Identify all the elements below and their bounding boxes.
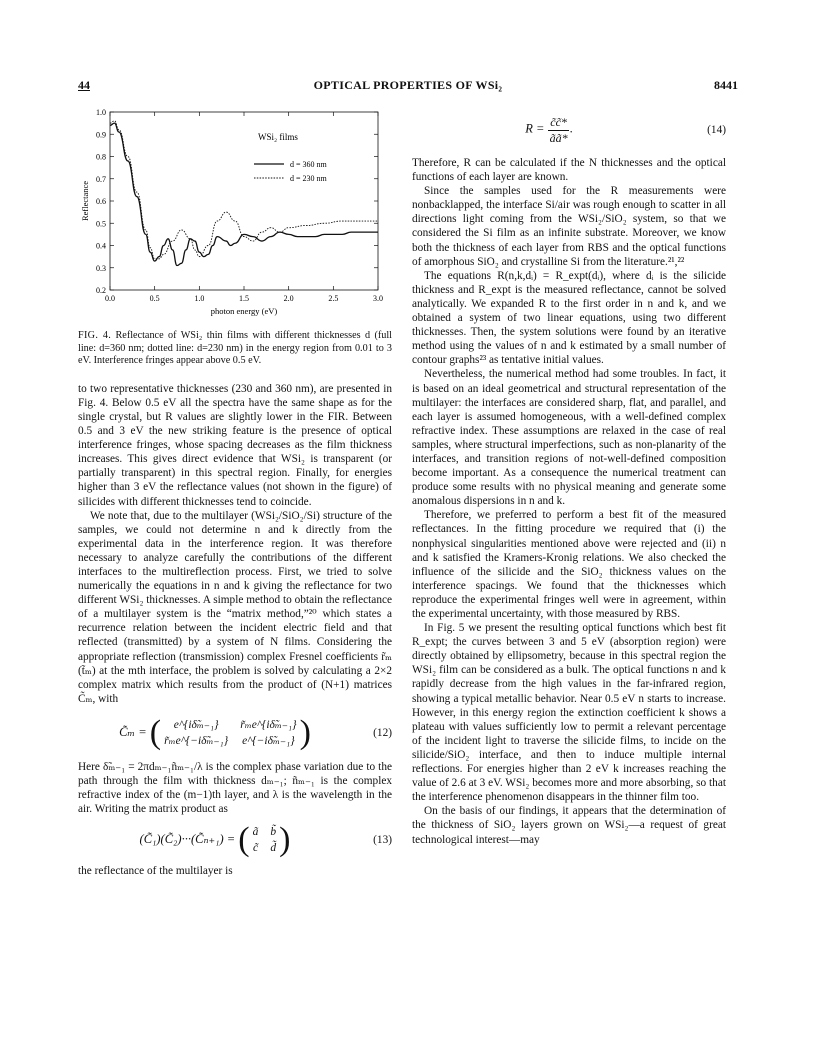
equation-lhs: C̃ₘ = bbox=[119, 724, 147, 739]
x-tick-label: 0.5 bbox=[149, 294, 160, 303]
paragraph: Since the samples used for the R measurements were nonbacklapped, the interface Si/air was rough enough to scatter in all directions light coming from the WSi₂/SiO₂ system, so that we considered the Si film as an infinite substrate. Moreover, we know both the thickness of each layer from RBS and the optical functions of amorphous SiO₂ and crystalline Si from the literature.²¹,²² bbox=[412, 185, 726, 268]
y-tick-label: 0.9 bbox=[96, 130, 106, 140]
paragraph: The equations R(n,k,dᵢ) = R_expt(dᵢ), where dᵢ is the silicide thickness and R_expt is the measured reflectance, cannot be solved analytically. We expanded R to the first order in n and k, and we obtained a system of two linear equations, using two different thicknesses. Then, the system solutions were found by an iterative method using the values of n and k estimated by a small number of contour graphs²³ as tentative initial values. bbox=[412, 269, 726, 367]
page-header bbox=[78, 78, 738, 94]
legend-label: d = 360 nm bbox=[290, 160, 327, 169]
matrix-entry: ã bbox=[252, 826, 259, 839]
y-axis-label: Reflectance bbox=[80, 180, 90, 222]
matrix: ( e^{iδ̃ₘ₋₁} r̃ₘe^{iδ̃ₘ₋₁} r̃ₘe^{−iδ̃ₘ₋₁} e^{−iδ̃ₘ₋₁} ) bbox=[149, 713, 311, 751]
x-tick-label: 2.5 bbox=[328, 294, 339, 303]
equation-lhs: (C̃₁)(C̃₂)···(C̃ₙ₊₁) = bbox=[139, 832, 236, 847]
paragraph: Therefore, R can be calculated if the N thicknesses and the optical functions of each layer are known. bbox=[412, 157, 726, 184]
matrix-entry: c̃ bbox=[252, 842, 259, 855]
page-number-right: 8441 bbox=[714, 78, 738, 92]
x-axis-label: photon energy (eV) bbox=[210, 306, 278, 316]
paragraph: Therefore, we preferred to perform a best fit of the measured reflectances. In the fitting procedure we required that (i) the nonphysical singularities mentioned above were rejected and (ii) n and k satisfied the Kramers-Kronig relations. We also checked the influence of the silicide and the SiO₂ thickness values on the interference spacings. We found that the thicknesses which reproduce the experimental fringes well were in agreement, within the experimental uncertainty, with those measured by RBS. bbox=[412, 509, 726, 620]
paragraph: the reflectance of the multilayer is bbox=[78, 865, 233, 878]
paragraph: On the basis of our findings, it appears that the determination of the thickness of SiO₂ layers grown on WSi₂—a request of great technological interest—may bbox=[412, 805, 726, 846]
matrix-entry: r̃ₘe^{−iδ̃ₘ₋₁} bbox=[164, 734, 229, 747]
y-tick-label: 0.3 bbox=[96, 263, 106, 273]
equation-tail: . bbox=[569, 121, 573, 136]
equation-12 bbox=[78, 710, 392, 756]
legend-title: WSi₂ films bbox=[258, 132, 298, 142]
equation-14 bbox=[412, 108, 726, 152]
equation-13 bbox=[78, 820, 392, 860]
x-tick-label: 0.0 bbox=[105, 294, 115, 303]
x-tick-label: 3.0 bbox=[373, 294, 383, 303]
plot-frame bbox=[110, 112, 378, 290]
equation-number: (13) bbox=[373, 834, 392, 847]
x-tick-label: 2.0 bbox=[283, 294, 294, 303]
equation-number: (14) bbox=[707, 123, 726, 136]
figure-4 bbox=[78, 104, 392, 326]
paragraph: We note that, due to the multilayer (WSi₂/SiO₂/Si) structure of the samples, we could not determine n and k directly from the experimental data in the interference region. It was therefore necessary to analyze carefully the contributions of the different interfaces to the multireflection process. First, we tried to solve numerically the equations in n and k giving the reflectance for two different WSi₂ thicknesses. A simple method to obtain the reflectance of a multilayer system is the “matrix method,”²⁰ which states a recurrence relation between the incident electric field and that reflected (transmitted) by a system of N films. Considering the appropriate reflection (transmission) complex Fresnel coefficients r̃ₘ (t̃ₘ) at the mth interface, the problem is solved by calculating a 2×2 complex matrix which results from the product of (N+1) matrices C̃ₘ, with bbox=[78, 509, 392, 705]
paragraph: Here δ̃ₘ₋₁ = 2πdₘ₋₁ñₘ₋₁/λ is the complex phase variation due to the path through the film with thickness dₘ₋₁; ñₘ₋₁ is the complex refractive index of the (m−1)th layer, and λ is the wavelength in the air. Writing the matrix product as bbox=[78, 760, 392, 816]
y-tick-label: 0.5 bbox=[96, 219, 106, 229]
y-tick-label: 0.6 bbox=[96, 197, 106, 206]
legend-label: d = 230 nm bbox=[290, 174, 327, 183]
equation-number: (12) bbox=[373, 726, 392, 739]
matrix-entry: e^{iδ̃ₘ₋₁} bbox=[173, 718, 219, 731]
matrix-entry: r̃ₘe^{iδ̃ₘ₋₁} bbox=[240, 718, 297, 731]
series-line-230nm bbox=[110, 121, 378, 259]
series-line-360nm bbox=[110, 123, 378, 265]
x-tick-label: 1.0 bbox=[194, 294, 205, 303]
matrix-entry: d̃ bbox=[270, 842, 277, 855]
matrix-entry: b̃ bbox=[270, 826, 277, 839]
running-title: OPTICAL PROPERTIES OF WSi₂ bbox=[313, 78, 503, 92]
y-tick-label: 0.4 bbox=[96, 241, 106, 251]
page-number-left: 44 bbox=[78, 78, 90, 92]
figure-caption-label: FIG. 4. bbox=[78, 330, 112, 341]
y-tick-label: 0.7 bbox=[96, 174, 106, 184]
paragraph: Nevertheless, the numerical method had some troubles. In fact, it is based on an ideal geometrical and structural representation of the multilayer: the interfaces are considered sharp, flat, and parallel, and each layer is assumed homogeneous, with a well-defined complex refractive index. These assumptions are relaxed in the case of real samples, where structural imperfections, such as non-planarity of the interfaces, and transition regions of not-well-defined composition become important. As a consequence the numerical treatment can produce some results with no physical meaning and generate some anomalous dispersions in n and k. bbox=[412, 368, 726, 508]
x-tick-label: 1.5 bbox=[239, 294, 249, 303]
fraction-numerator: c̃c̃* bbox=[550, 115, 567, 130]
fraction bbox=[548, 115, 570, 144]
matrix-entry: e^{−iδ̃ₘ₋₁} bbox=[242, 734, 295, 747]
paragraph: to two representative thicknesses (230 and 360 nm), are presented in Fig. 4. Below 0.5 eV all the spectra have the same shape as for the single crystal, but R values are slightly lower in the FIR. Between 0.5 and 3 eV the new striking feature is the presence of optical interference fringes, whose spacing decreases as the film thickness increases. This gives direct evidence that WSi₂ is transparent (or partially transparent) in this spectral region. Finally, for energies higher than 3 eV the reflectance values (not shown in the figure) of silicides with different thicknesses tend to coincide. bbox=[78, 382, 392, 508]
right-column bbox=[412, 104, 726, 847]
fraction-denominator: ãã* bbox=[549, 130, 568, 145]
matrix: ( ã b̃ c̃ d̃ ) bbox=[238, 821, 291, 859]
equation-lhs: R = bbox=[525, 121, 545, 136]
y-tick-label: 0.2 bbox=[96, 286, 106, 295]
left-column bbox=[78, 104, 392, 878]
figure-caption-text: Reflectance of WSi₂ thin films with different thicknesses d (full line: d=360 nm; dotted line: d=230 nm) in the energy region from 0.01 to 3 eV. Interference fringes appear above 0.5 eV. bbox=[78, 330, 393, 367]
y-tick-label: 0.8 bbox=[96, 152, 106, 162]
figure-caption bbox=[78, 330, 392, 368]
y-tick-label: 1.0 bbox=[96, 108, 106, 117]
paragraph: In Fig. 5 we present the resulting optical functions which best fit R_expt; the curves between 3 and 5 eV (absorption region) were directly obtained by ellipsometry, because in this spectral region the WSi₂ film can be considered as a bulk. The optical functions n and k rapidly decrease from the high values in the far-infrared region, showing a typical metallic behavior. Near 0.5 eV n starts to increase. However, in this energy region the extinction coefficient k shows a plateau with values sufficiently low to permit a relevant percentage of the incident light to traverse the silicide films, to incide on the silicide/SiO₂ interface, and then to induce multiple internal reflections. For energies higher than 2 eV k increases reaching the value of 2.6 at 3 eV. WSi₂ becomes more and more absorbing, so that the interference phenomenon disappears in the thinner film too. bbox=[412, 622, 726, 804]
reflectance-chart bbox=[78, 104, 392, 326]
